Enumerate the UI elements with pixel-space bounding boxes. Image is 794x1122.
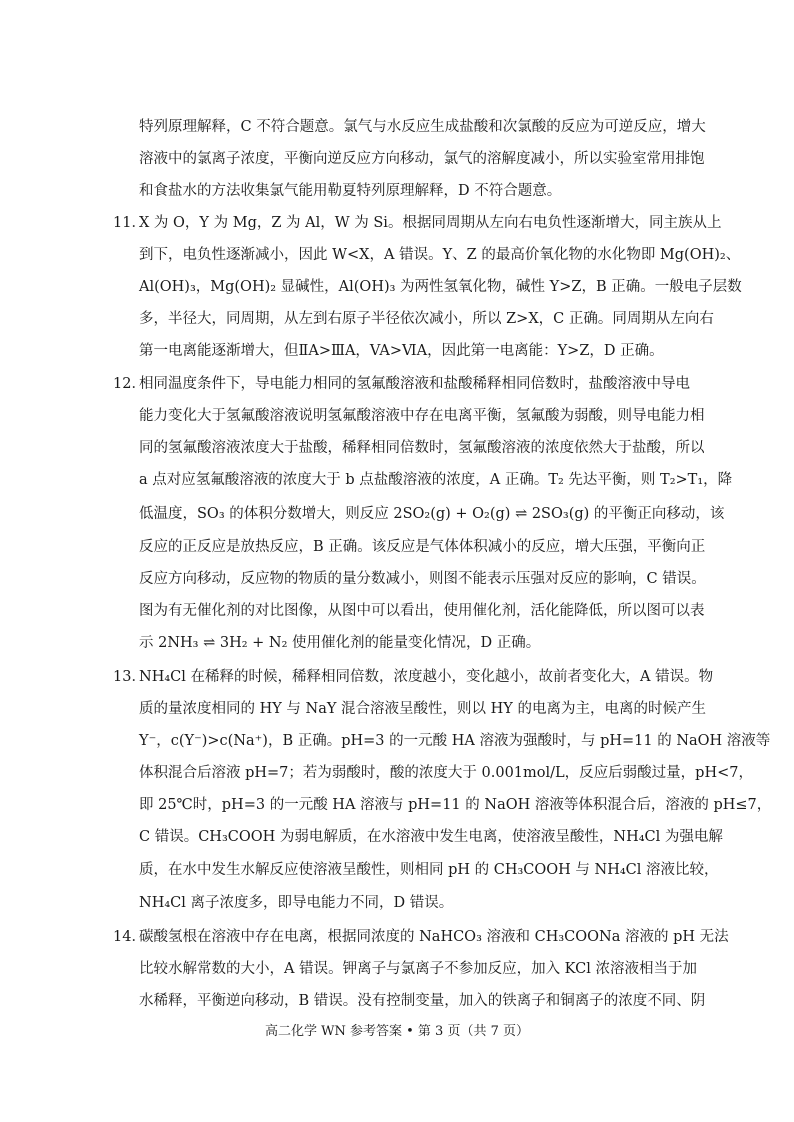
item-number: 14． [113, 929, 146, 945]
text-line: 质，在水中发生水解反应使溶液呈酸性，则相同 pH 的 CH₃COOH 与 NH₄Cl 溶液比较， [139, 862, 719, 878]
text-line: 体积混合后溶液 pH=7；若为弱酸时，酸的浓度大于 0.001mol/L，反应后弱酸过量，pH<7， [139, 765, 753, 781]
text-line: 多，半径大，同周期，从左到右原子半径依次减小，所以 Z>X，C 正确。同周期从左向右 [139, 311, 714, 327]
item-number: 11． [113, 215, 146, 231]
text-line: 质的量浓度相同的 HY 与 NaY 混合溶液呈酸性，则以 HY 的电离为主，电离的时候产生 [139, 701, 706, 717]
text-line: 能力变化大于氢氟酸溶液说明氢氟酸溶液中存在电离平衡，氢氟酸为弱酸，则导电能力相 [139, 408, 705, 424]
text-line: 溶液中的氯离子浓度，平衡向逆反应方向移动，氯气的溶解度减小，所以实验室常用排饱 [139, 151, 705, 167]
item-number: 12． [113, 376, 146, 392]
text-line: 即 25℃时，pH=3 的一元酸 HA 溶液与 pH=11 的 NaOH 溶液等体积混合后，溶液的 pH≤7， [139, 797, 772, 813]
page-footer: 高二化学 WN 参考答案 • 第 3 页（共 7 页） [264, 1024, 529, 1039]
text-line: 和食盐水的方法收集氯气能用勒夏特列原理解释，D 不符合题意。 [139, 183, 562, 199]
text-line: 低温度，SO₃ 的体积分数增大，则反应 2SO₂(g) + O₂(g) ⇌ 2SO₃(g) 的平衡正向移动，该 [139, 506, 725, 522]
text-line: 特列原理解释，C 不符合题意。氯气与水反应生成盐酸和次氯酸的反应为可逆反应，增大 [139, 119, 706, 135]
text-line: 图为有无催化剂的对比图像，从图中可以看出，使用催化剂，活化能降低，所以图可以表 [139, 603, 705, 619]
text-line: 到下，电负性逐渐减小，因此 W<X，A 错误。Y、Z 的最高价氧化物的水化物即 Mg(OH)₂、 [139, 247, 741, 263]
text-line: NH₄Cl 在稀释的时候，稀释相同倍数，浓度越小，变化越小，故前者变化大，A 错误。物 [139, 669, 714, 685]
text-line: 相同温度条件下，导电能力相同的氢氟酸溶液和盐酸稀释相同倍数时，盐酸溶液中导电 [139, 376, 690, 392]
text-line: 反应的正反应是放热反应，B 正确。该反应是气体体积减小的反应，增大压强，平衡向正 [139, 539, 706, 555]
text-line: NH₄Cl 离子浓度多，即导电能力不同，D 错误。 [139, 895, 454, 911]
text-line: 第一电离能逐渐增大，但ⅡA>ⅢA，VA>ⅥA，因此第一电离能：Y>Z，D 正确。 [139, 343, 664, 359]
text-line: C 错误。CH₃COOH 为弱电解质，在水溶液中发生电离，使溶液呈酸性，NH₄Cl 为强电解 [139, 829, 723, 845]
text-line: 比较水解常数的大小，A 错误。钾离子与氯离子不参加反应，加入 KCl 浓溶液相当于加 [139, 961, 697, 977]
text-line: a 点对应氢氟酸溶液的浓度大于 b 点盐酸溶液的浓度，A 正确。T₂ 先达平衡，则 T₂>T₁，降 [139, 472, 733, 488]
item-number: 13． [113, 669, 146, 685]
text-line: 同的氢氟酸溶液浓度大于盐酸，稀释相同倍数时，氢氟酸溶液的浓度依然大于盐酸，所以 [139, 440, 705, 456]
text-line: 示 2NH₃ ⇌ 3H₂ + N₂ 使用催化剂的能量变化情况，D 正确。 [139, 635, 541, 651]
text-line: 碳酸氢根在溶液中存在电离，根据同浓度的 NaHCO₃ 溶液和 CH₃COONa 溶液的 pH 无法 [139, 929, 729, 945]
text-line: X 为 O，Y 为 Mg，Z 为 Al，W 为 Si。根据同周期从左向右电负性逐渐增大，同主族从上 [139, 215, 722, 231]
text-line: 反应方向移动，反应物的物质的量分数减小，则图不能表示压强对反应的影响，C 错误。 [139, 571, 706, 587]
text-line: 水稀释，平衡逆向移动，B 错误。没有控制变量，加入的铁离子和铜离子的浓度不同、阴 [139, 993, 706, 1009]
text-line: Y⁻，c(Y⁻)>c(Na⁺)，B 正确。pH=3 的一元酸 HA 溶液为强酸时，与 pH=11 的 NaOH 溶液等 [139, 733, 771, 749]
text-line: Al(OH)₃，Mg(OH)₂ 显碱性，Al(OH)₃ 为两性氢氧化物，碱性 Y>Z，B 正确。一般电子层数 [139, 279, 742, 295]
